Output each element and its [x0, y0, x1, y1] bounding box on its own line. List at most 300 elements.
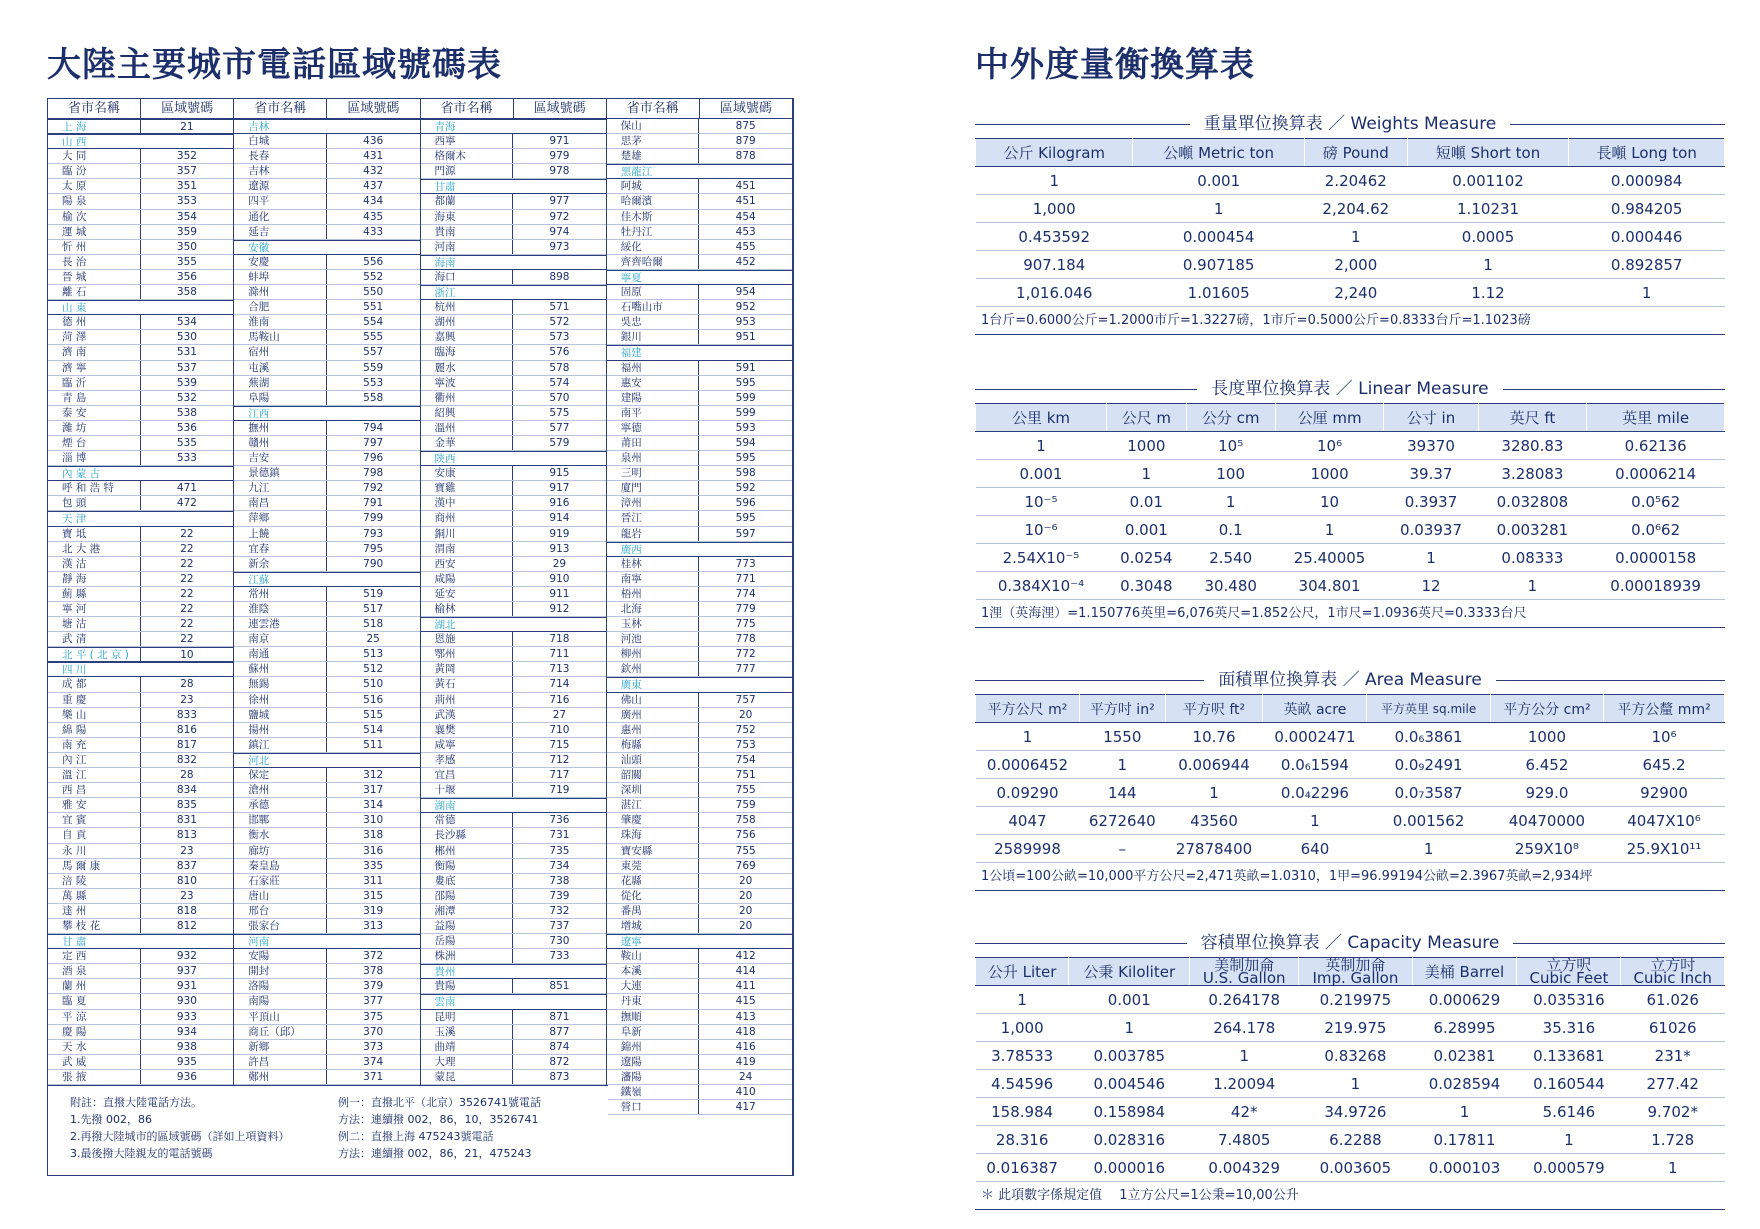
city-row [48, 270, 233, 285]
city-row [234, 436, 419, 451]
city-name: 達 州 [48, 904, 141, 918]
city-row [607, 949, 792, 964]
city-row [421, 587, 606, 602]
city-name: 咸陽 [421, 572, 514, 586]
table-cell: 1 [1517, 1126, 1621, 1154]
page-title-conversion: 中外度量衡換算表 [975, 45, 1255, 85]
conversion-table [975, 138, 1725, 307]
province-row [48, 134, 233, 149]
city-row [607, 994, 792, 1009]
area-code: 873 [549, 1070, 570, 1083]
province-row [234, 119, 419, 134]
city-row [234, 647, 419, 662]
province-row [607, 677, 792, 692]
table-cell: 0.09290 [976, 779, 1080, 807]
city-name: 菏 澤 [48, 330, 141, 344]
conversion-panel [975, 40, 1725, 1210]
province-row [234, 753, 419, 768]
city-name: 淮南 [234, 315, 327, 329]
city-name: 海東 [421, 210, 514, 224]
province-name: 廣東 [620, 679, 642, 692]
table-cell: 0.160544 [1517, 1070, 1621, 1098]
area-code-column [607, 99, 793, 1175]
city-name: 溫 江 [48, 768, 141, 782]
area-code: 757 [735, 693, 756, 706]
area-code: 536 [176, 421, 197, 434]
city-row [234, 813, 419, 828]
city-row [48, 391, 233, 406]
area-code-panel [47, 40, 797, 1176]
city-name: 楚雄 [607, 149, 700, 163]
area-code: 313 [363, 919, 384, 932]
city-name: 濟 南 [48, 345, 141, 359]
city-row [607, 361, 792, 376]
province-name: 湖南 [434, 800, 456, 813]
area-code: 593 [735, 421, 756, 434]
area-code: 538 [176, 406, 197, 419]
area-code: 591 [735, 361, 756, 374]
city-name: 通化 [234, 210, 327, 224]
table-row [976, 195, 1725, 223]
city-name: 孝感 [421, 753, 514, 767]
table-cell: 0.0₆3861 [1367, 723, 1490, 751]
province-row [48, 466, 233, 481]
city-name: 綿 陽 [48, 723, 141, 737]
table-row [976, 751, 1725, 779]
city-row [234, 693, 419, 708]
area-code: 370 [363, 1025, 384, 1038]
area-code: 979 [549, 150, 570, 163]
province-row [421, 617, 606, 632]
city-name: 自 貢 [48, 828, 141, 842]
city-row [234, 844, 419, 859]
city-name: 長春 [234, 149, 327, 163]
area-code: 930 [176, 995, 197, 1008]
area-code: 372 [363, 950, 384, 963]
city-name: 萬 縣 [48, 889, 141, 903]
area-code: 573 [549, 331, 570, 344]
header-line: 美桶 Barrel [1424, 963, 1505, 981]
area-code: 317 [363, 784, 384, 797]
city-name: 貴陽 [421, 979, 514, 993]
city-row [48, 330, 233, 345]
city-name: 增城 [607, 919, 700, 933]
city-row [607, 693, 792, 708]
area-code: 22 [180, 618, 194, 631]
city-row [607, 421, 792, 436]
area-code: 314 [363, 799, 384, 812]
area-code: 913 [549, 542, 570, 555]
city-row [48, 1055, 233, 1070]
table-cell: 0.0⁶62 [1587, 516, 1725, 544]
city-name: 宜昌 [421, 768, 514, 782]
area-code: 415 [735, 995, 756, 1008]
table-cell: 0.62136 [1587, 432, 1725, 460]
table-cell: 0.984205 [1569, 195, 1725, 223]
city-row [48, 164, 233, 179]
table-cell: 231* [1621, 1042, 1725, 1070]
city-name: 南京 [234, 632, 327, 646]
city-name: 梧州 [607, 587, 700, 601]
area-code: 539 [176, 376, 197, 389]
area-code: 911 [549, 587, 570, 600]
city-name: 西 昌 [48, 783, 141, 797]
area-code: 952 [735, 301, 756, 314]
city-row [421, 511, 606, 526]
city-name: 益陽 [421, 919, 514, 933]
city-row [607, 240, 792, 255]
city-name: 唐山 [234, 889, 327, 903]
city-name: 忻 州 [48, 240, 141, 254]
table-cell: 9.702* [1621, 1098, 1725, 1126]
area-code: 412 [735, 950, 756, 963]
table-row [976, 1070, 1725, 1098]
table-cell: 1 [1299, 1070, 1412, 1098]
area-code: 794 [363, 421, 384, 434]
city-name: 邯鄲 [234, 813, 327, 827]
area-code: 877 [549, 1025, 570, 1038]
area-code: 879 [735, 135, 756, 148]
table-cell: 10⁵ [1186, 432, 1275, 460]
area-code: 29 [552, 557, 567, 570]
city-name: 保定 [234, 768, 327, 782]
city-row [234, 949, 419, 964]
area-code: 410 [735, 1086, 756, 1098]
city-name: 惠安 [607, 376, 700, 390]
area-code: 353 [176, 195, 197, 208]
city-name: 龍岩 [607, 527, 700, 541]
linear-section [975, 375, 1725, 628]
city-row [607, 662, 792, 677]
city-name: 運 城 [48, 225, 141, 239]
city-name: 青 島 [48, 391, 141, 405]
city-row [48, 753, 233, 768]
city-name: 撫順 [607, 1010, 700, 1024]
city-name: 鹽城 [234, 708, 327, 722]
table-cell: 0.001 [1133, 167, 1304, 195]
city-name: 建陽 [607, 391, 700, 405]
province-row [48, 647, 233, 662]
column-header: 公分 cm [1186, 404, 1275, 432]
city-row [48, 768, 233, 783]
table-cell: 25.40005 [1275, 544, 1384, 572]
city-row [234, 557, 419, 572]
area-code: 731 [549, 829, 570, 842]
city-row [421, 270, 606, 285]
city-name: 上饒 [234, 527, 327, 541]
city-row [48, 587, 233, 602]
city-row [48, 179, 233, 194]
city-name: 平 涼 [48, 1010, 141, 1024]
table-cell: 1,016.046 [976, 279, 1133, 307]
table-cell: 1000 [1106, 432, 1186, 460]
city-row [421, 225, 606, 240]
area-code: 790 [363, 557, 384, 570]
table-cell: 42* [1190, 1098, 1299, 1126]
city-name: 曲靖 [421, 1040, 514, 1054]
province-name: 甘肅 [434, 181, 456, 194]
table-cell: 0.001 [1069, 986, 1190, 1014]
city-row [48, 451, 233, 466]
area-code: 595 [735, 376, 756, 389]
area-code: 555 [363, 331, 384, 344]
city-name: 蚌埠 [234, 270, 327, 284]
city-name: 惠州 [607, 723, 700, 737]
table-cell: 0.0₉2491 [1367, 751, 1490, 779]
area-code: 798 [363, 467, 384, 480]
city-name: 湖州 [421, 315, 514, 329]
city-name: 衡水 [234, 828, 327, 842]
city-row [607, 964, 792, 979]
city-name: 樂 山 [48, 708, 141, 722]
area-code: 23 [180, 889, 194, 902]
city-row [234, 330, 419, 345]
table-cell: 10⁶ [1604, 723, 1725, 751]
conversion-table [975, 403, 1725, 600]
city-name: 福州 [607, 361, 700, 375]
area-code: 795 [363, 542, 384, 555]
city-row [421, 738, 606, 753]
table-cell: 0.000454 [1133, 223, 1304, 251]
city-row [421, 1040, 606, 1055]
area-code: 739 [549, 889, 570, 902]
city-name: 寶 坻 [48, 527, 141, 541]
area-code: 416 [735, 1040, 756, 1053]
table-cell: 5.6146 [1517, 1098, 1621, 1126]
table-cell: 12 [1384, 572, 1478, 600]
city-name: 開封 [234, 964, 327, 978]
city-row [421, 436, 606, 451]
area-code: 359 [176, 225, 197, 238]
header-code: 區域號碼 [719, 101, 772, 116]
table-cell: 0.0000158 [1587, 544, 1725, 572]
city-row [234, 859, 419, 874]
area-code: 572 [549, 316, 570, 329]
area-code: 550 [363, 286, 384, 299]
table-row [976, 779, 1725, 807]
table-cell: 2.20462 [1304, 167, 1407, 195]
area-code: 971 [549, 135, 570, 148]
area-code: 831 [176, 814, 197, 827]
city-row [607, 602, 792, 617]
area-code: 796 [363, 452, 384, 465]
city-row [234, 1025, 419, 1040]
city-name: 南平 [607, 406, 700, 420]
city-row [48, 557, 233, 572]
city-name: 陽 泉 [48, 194, 141, 208]
table-cell: 10 [1275, 488, 1384, 516]
column-header [1299, 955, 1412, 987]
province-row [48, 119, 233, 134]
area-code: 715 [549, 738, 570, 751]
area-code: 22 [180, 557, 194, 570]
note-line: 2.再撥大陸城市的區域號碼（詳如上項資料） [70, 1130, 290, 1143]
city-row [234, 979, 419, 994]
section-note: 1台斤=0.6000公斤=1.2000市斤=1.3227磅，1市斤=0.5000公斤=0.8333台斤=1.1023磅 [975, 307, 1725, 335]
conversion-table [975, 957, 1725, 1182]
table-cell: 0.003605 [1299, 1154, 1412, 1182]
city-row [234, 904, 419, 919]
area-code: 418 [735, 1025, 756, 1038]
area-code: 21 [180, 121, 194, 133]
city-name: 馬 爾 康 [48, 859, 141, 873]
area-code: 373 [363, 1040, 384, 1053]
city-row [607, 149, 792, 164]
city-name: 臨 沂 [48, 376, 141, 390]
province-name: 湖北 [434, 619, 456, 632]
city-name: 吉安 [234, 451, 327, 465]
table-cell: 1,000 [976, 195, 1133, 223]
province-row [234, 406, 419, 421]
city-row [607, 496, 792, 511]
city-row [607, 874, 792, 889]
province-name: 廣西 [620, 543, 642, 556]
table-cell: 0.016387 [976, 1154, 1069, 1182]
city-name: 黃岡 [421, 662, 514, 676]
city-row [607, 511, 792, 526]
city-name: 玉林 [607, 617, 700, 631]
city-name: 鄂州 [421, 647, 514, 661]
city-row [421, 391, 606, 406]
city-name: 北海 [607, 602, 700, 616]
city-row [234, 376, 419, 391]
table-row [976, 986, 1725, 1014]
city-row [421, 496, 606, 511]
city-name: 西寧 [421, 134, 514, 148]
area-code: 711 [549, 648, 570, 661]
city-row [234, 708, 419, 723]
city-row [48, 345, 233, 360]
table-cell: 0.000984 [1569, 167, 1725, 195]
province-row [607, 164, 792, 179]
city-row [234, 994, 419, 1009]
city-name: 寶雞 [421, 481, 514, 495]
table-cell: 0.00018939 [1587, 572, 1725, 600]
city-row [607, 1055, 792, 1070]
city-name: 攀 枝 花 [48, 919, 141, 933]
table-cell: 0.028316 [1069, 1126, 1190, 1154]
city-name: 銅川 [421, 527, 514, 541]
city-name: 紹興 [421, 406, 514, 420]
city-row [421, 753, 606, 768]
city-row [421, 572, 606, 587]
area-code: 752 [735, 723, 756, 736]
province-row [421, 964, 606, 979]
city-row [421, 708, 606, 723]
city-name: 呼 和 浩 特 [48, 481, 141, 495]
city-row [421, 889, 606, 904]
area-code: 355 [176, 255, 197, 268]
area-code: 779 [735, 603, 756, 615]
city-row [48, 225, 233, 240]
city-row [234, 798, 419, 813]
table-cell: 4047X10⁶ [1604, 807, 1725, 835]
column-header: 平方公尺 m² [976, 695, 1080, 723]
city-row [48, 315, 233, 330]
column-header: 磅 Pound [1304, 139, 1407, 167]
province-name: 江蘇 [248, 573, 270, 586]
table-cell: 0.028594 [1412, 1070, 1517, 1098]
area-code: 759 [735, 799, 756, 812]
province-name: 甘 肅 [62, 936, 87, 949]
table-cell: 0.003281 [1478, 516, 1587, 544]
area-code: 871 [549, 1010, 570, 1023]
table-cell: 1 [976, 986, 1069, 1014]
city-row [607, 844, 792, 859]
table-cell: 1.20094 [1190, 1070, 1299, 1098]
area-code: 22 [180, 603, 194, 615]
province-name: 寧夏 [620, 271, 642, 284]
province-row [234, 572, 419, 587]
city-name: 黃石 [421, 677, 514, 691]
city-row [607, 1010, 792, 1025]
table-cell: 100 [1186, 460, 1275, 488]
city-row [607, 481, 792, 496]
area-code: 910 [549, 572, 570, 585]
city-row [421, 677, 606, 692]
province-row [607, 270, 792, 285]
area-code: 535 [176, 436, 197, 449]
table-cell: 144 [1079, 779, 1165, 807]
table-cell: 0.384X10⁻⁴ [976, 572, 1107, 600]
area-code: 312 [363, 769, 384, 782]
city-name: 張家台 [234, 919, 327, 933]
city-name: 鄭州 [234, 1070, 327, 1084]
city-row [421, 315, 606, 330]
city-row [48, 813, 233, 828]
city-name: 梅縣 [607, 738, 700, 752]
area-code: 577 [549, 421, 570, 434]
city-name: 長 治 [48, 255, 141, 269]
city-name: 酒 泉 [48, 964, 141, 978]
city-row [234, 874, 419, 889]
column-header: 英里 mile [1587, 404, 1725, 432]
area-code: 598 [735, 467, 756, 480]
table-cell: 1 [1165, 779, 1263, 807]
note-line: 3.最後撥大陸親友的電話號碼 [70, 1147, 213, 1160]
city-row [48, 572, 233, 587]
area-code: 318 [363, 829, 384, 842]
area-code: 773 [735, 557, 756, 570]
city-row [607, 300, 792, 315]
city-row [234, 1040, 419, 1055]
city-row [421, 693, 606, 708]
area-code: 875 [735, 120, 756, 132]
table-cell: 640 [1263, 835, 1367, 863]
city-name: 本溪 [607, 964, 700, 978]
city-row [48, 798, 233, 813]
column-header [607, 99, 792, 119]
column-header: 公里 km [976, 404, 1107, 432]
area-code: 24 [739, 1070, 753, 1083]
area-code: 777 [735, 663, 756, 676]
city-row [421, 768, 606, 783]
table-cell: 0.0005 [1407, 223, 1569, 251]
city-row [48, 783, 233, 798]
section-title: 長度單位換算表 ／ Linear Measure [975, 375, 1725, 403]
area-code: 20 [739, 889, 753, 902]
column-header: 英畝 acre [1263, 695, 1367, 723]
area-code: 594 [735, 436, 756, 449]
province-name: 北 平 ( 北 京 ) [48, 648, 141, 661]
note-line: 方法：連續撥 002，86，21，475243 [338, 1147, 532, 1160]
city-name: 晉江 [607, 511, 700, 525]
table-cell: 0.0002471 [1263, 723, 1367, 751]
city-name: 鐵嶺 [607, 1085, 700, 1099]
city-name: 欽州 [607, 662, 700, 676]
city-name: 從化 [607, 889, 700, 903]
city-name: 阜陽 [234, 391, 327, 405]
